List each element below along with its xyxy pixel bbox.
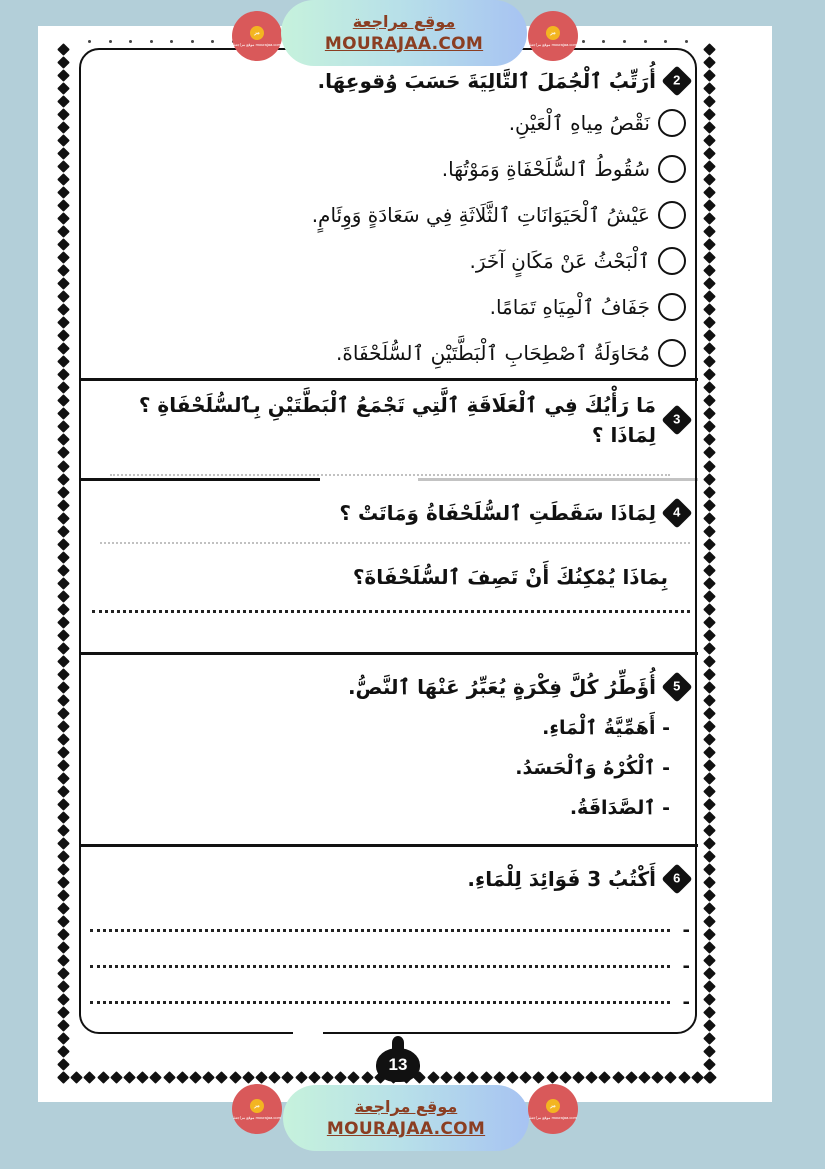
order-circle-input[interactable] (658, 155, 686, 183)
watermark-arabic: موقع مراجعة (352, 12, 456, 31)
ordering-option[interactable] (90, 238, 690, 284)
question-4 (90, 498, 690, 613)
question-number-badge: 3 (661, 404, 692, 435)
order-circle-input[interactable] (658, 339, 686, 367)
logo-icon: ﻣﺮ (250, 1099, 264, 1113)
watermark-banner-top[interactable] (281, 0, 527, 66)
question-2-title: أُرَتِّبُ ٱلْجُمَلَ ٱلتَّالِيَةَ حَسَبَ وُقوعِهَا. (317, 69, 656, 93)
question-number-badge: 4 (661, 497, 692, 528)
answer-line[interactable] (90, 965, 670, 968)
logo-caption: موقع مراجعة mourajaa.com (529, 1114, 577, 1120)
question-2-header (90, 66, 690, 96)
answer-row[interactable] (90, 912, 690, 948)
logo-caption: موقع مراجعة mourajaa.com (529, 41, 577, 47)
ideas-list (90, 708, 670, 828)
ordering-option[interactable] (90, 100, 690, 146)
worksheet-page (38, 26, 772, 1102)
option-text: جَفَافُ ٱلْمِيَاهِ تَمَامًا. (489, 295, 650, 319)
ordering-option[interactable] (90, 146, 690, 192)
option-text: سُقُوطُ ٱلسُّلَحْفَاةِ وَمَوْتُهَا. (441, 157, 650, 181)
order-circle-input[interactable] (658, 201, 686, 229)
dash-marker: - (682, 919, 690, 941)
section-divider (80, 378, 698, 381)
ordering-option[interactable] (90, 284, 690, 330)
option-text: ٱلْبَحْثُ عَنْ مَكَانٍ آخَرَ. (469, 249, 650, 273)
logo-bottom-left (232, 1084, 282, 1134)
question-5 (90, 672, 690, 828)
answer-line[interactable] (90, 929, 670, 932)
logo-icon: ﻣﺮ (546, 1099, 560, 1113)
idea-item[interactable]: - ٱلصَّدَاقَةُ. (569, 797, 670, 819)
order-circle-input[interactable] (658, 247, 686, 275)
section-divider (80, 844, 698, 847)
dash-marker: - (682, 991, 690, 1013)
question-4-title: لِمَاذَا سَقَطَتِ ٱلسُّلَحْفَاةُ وَمَاتَتْ ؟ (339, 501, 656, 525)
ordering-options (90, 100, 690, 376)
section-divider (418, 478, 698, 481)
logo-top-right (528, 11, 578, 61)
logo-caption: موقع مراجعة mourajaa.com (233, 1114, 281, 1120)
order-circle-input[interactable] (658, 109, 686, 137)
question-5-header (90, 672, 690, 702)
answer-lines (90, 912, 690, 1020)
ordering-option[interactable] (90, 192, 690, 238)
section-divider (80, 652, 698, 655)
question-number-badge: 5 (661, 671, 692, 702)
left-diamond-border (58, 44, 70, 1084)
right-diamond-border (704, 44, 716, 1084)
question-4-header (90, 498, 690, 528)
logo-caption: موقع مراجعة mourajaa.com (233, 41, 281, 47)
logo-bottom-right (528, 1084, 578, 1134)
question-6-title: أَكْتُبُ 3 فَوَائِدَ لِلْمَاءِ. (467, 867, 656, 891)
ordering-option[interactable] (90, 330, 690, 376)
idea-item[interactable]: - ٱلْكُرْهُ وَٱلْحَسَدُ. (515, 757, 670, 779)
logo-icon: ﻣﺮ (250, 26, 264, 40)
answer-row[interactable] (90, 984, 690, 1020)
question-3-header (90, 390, 690, 450)
logo-icon: ﻣﺮ (546, 26, 560, 40)
answer-line[interactable] (110, 474, 670, 476)
answer-line[interactable] (90, 1001, 670, 1004)
question-6 (90, 864, 690, 1020)
question-6-header (90, 864, 690, 894)
option-text: نَقْصُ مِياهِ ٱلْعَيْنِ. (508, 111, 650, 135)
page-number: 13 (376, 1048, 420, 1082)
logo-top-left (232, 11, 282, 61)
answer-line[interactable] (92, 610, 690, 613)
frame-gap (293, 1029, 323, 1037)
question-5-title: أُؤَطِّرُ كُلَّ فِكْرَةٍ يُعَبِّرُ عَنْهَا ٱلنَّصُّ. (347, 675, 656, 699)
question-2 (90, 66, 690, 376)
option-text: مُحَاوَلَةُ ٱصْطِحَابِ ٱلْبَطَّتَيْنِ ٱلسُّلَحْفَاةَ. (336, 341, 650, 365)
idea-item[interactable]: - أَهَمِّيَّةُ ٱلْمَاءِ. (542, 717, 670, 739)
question-4-subquestion: بِمَاذَا يُمْكِنُكَ أَنْ تَصِفَ ٱلسُّلَحْفَاةَ؟ (352, 565, 668, 589)
watermark-banner-bottom[interactable] (283, 1085, 529, 1151)
question-3-title: مَا رَأْيُكَ فِي ٱلْعَلَاقَةِ ٱلَّتِي تَجْمَعُ ٱلْبَطَّتَيْنِ بِٱلسُّلَحْفَاةِ ؟ لِمَاذَا ؟ (138, 393, 656, 447)
answer-line[interactable] (100, 542, 690, 544)
watermark-latin: MOURAJAA.COM (326, 1119, 486, 1139)
section-divider (80, 478, 320, 481)
question-number-badge: 6 (661, 863, 692, 894)
dash-marker: - (682, 955, 690, 977)
question-number-badge: 2 (661, 65, 692, 96)
watermark-latin: MOURAJAA.COM (324, 34, 484, 54)
answer-row[interactable] (90, 948, 690, 984)
watermark-arabic: موقع مراجعة (354, 1097, 458, 1116)
order-circle-input[interactable] (658, 293, 686, 321)
question-3 (90, 390, 690, 476)
option-text: عَيْشُ ٱلْحَيَوَانَاتِ ٱلثَّلَاثَةِ فِي سَعَادَةٍ وَوِئَامٍ. (311, 203, 650, 227)
